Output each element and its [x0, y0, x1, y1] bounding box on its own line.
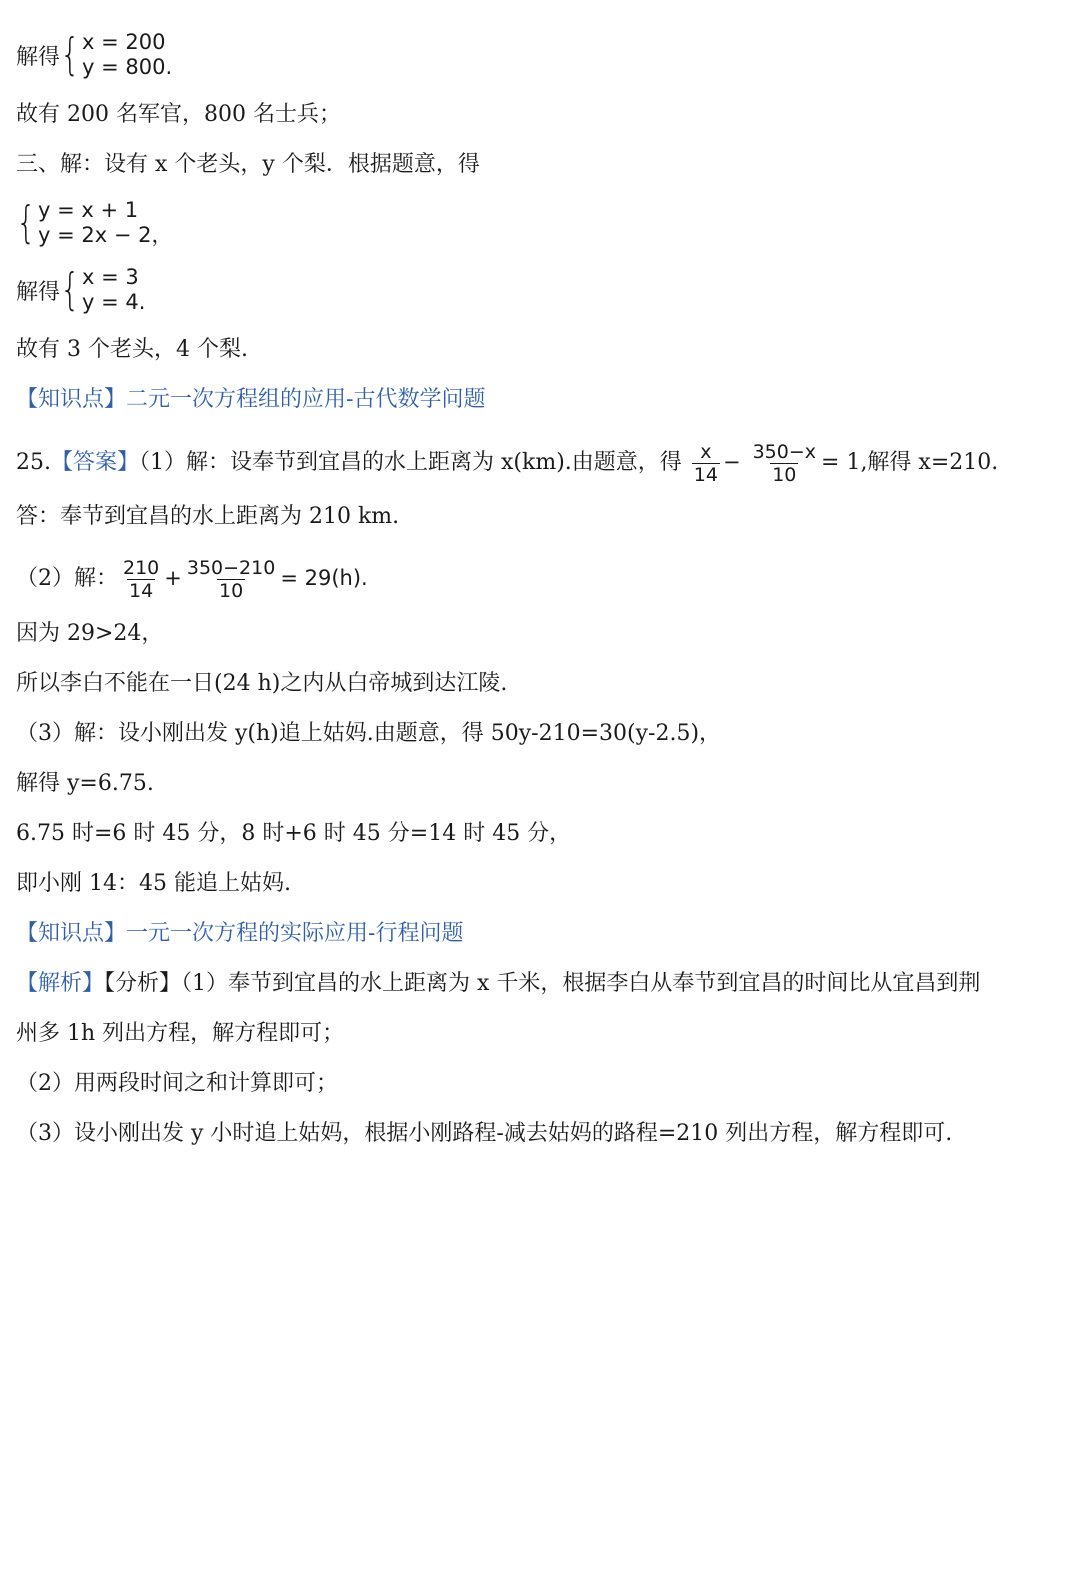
text-line: 答：奉节到宜昌的水上距离为 210 km.	[16, 504, 400, 529]
analysis-tag: 【解析】	[16, 971, 105, 996]
part-2-solution: （2）解： $\frac{210}{14}$ + $\frac{350-210}{10}$ = 29(h).	[16, 556, 368, 602]
fraction: $\frac{350-210}{10}$	[186, 556, 276, 602]
analysis-subtag: 【分析】	[104, 971, 182, 996]
text-line: 所以李白不能在一日(24 h)之内从白帝城到达江陵.	[16, 671, 508, 696]
equation: x = 200	[82, 30, 166, 54]
solution-system-3	[16, 265, 145, 315]
equation: y = 4.	[82, 290, 146, 314]
answer-result: = 1,解得 x=210.	[821, 450, 999, 475]
part-label: （2）解：	[16, 566, 118, 591]
equation: x = 3	[82, 265, 139, 289]
answer-text: （1）解：设奉节到宜昌的水上距离为 x(km).由题意，得	[139, 450, 682, 475]
analysis-line-1	[16, 969, 980, 999]
text-line: 故有 3 个老头，4 个梨.	[16, 337, 248, 362]
fraction: $\frac{210}{14}$	[123, 556, 160, 602]
solution-system-1	[16, 30, 172, 80]
text-line: 因为 29>24，	[16, 621, 164, 646]
text-line: 即小刚 14：45 能追上姑妈.	[16, 871, 291, 896]
left-brace: {	[60, 264, 80, 315]
text-line: （3）解：设小刚出发 y(h)追上姑妈.由题意，得 50y-210=30(y-2.5)，	[16, 721, 722, 746]
equation: y = 800.	[82, 55, 173, 79]
question-25-answer: 25.【答案】（1）解：设奉节到宜昌的水上距离为 x(km).由题意，得 $\frac{x}{14}$ − $\frac{350-x}{10}$ = 1,解得 x=210.	[16, 440, 999, 486]
left-brace: {	[16, 197, 36, 248]
analysis-text: （1）奉节到宜昌的水上距离为 x 千米，根据李白从奉节到宜昌的时间比从宜昌到荆	[181, 971, 981, 996]
text-line: 故有 200 名军官，800 名士兵；	[16, 102, 341, 127]
knowledge-tag: 【知识点】	[16, 387, 127, 412]
analysis-line-2: 州多 1h 列出方程，解方程即可；	[16, 1021, 345, 1046]
solve-label: 解得	[16, 44, 61, 70]
equation-system-2	[16, 198, 172, 248]
fraction: $\frac{x}{14}$	[693, 440, 718, 486]
knowledge-text: 一元一次方程的实际应用-行程问题	[126, 921, 464, 946]
equation: y = x + 1	[38, 198, 139, 222]
text-line: 三、解：设有 x 个老头，y 个梨．根据题意，得	[16, 152, 480, 177]
equation: y = 2x − 2，	[38, 223, 173, 247]
knowledge-point-2	[16, 919, 463, 949]
analysis-line-3: （2）用两段时间之和计算即可；	[16, 1071, 338, 1096]
knowledge-point-1	[16, 385, 485, 415]
fraction: $\frac{350-x}{10}$	[752, 440, 817, 486]
solve-label: 解得	[16, 279, 61, 305]
knowledge-tag: 【知识点】	[16, 921, 127, 946]
answer-tag: 【答案】	[51, 450, 140, 475]
text-line: 解得 y=6.75.	[16, 771, 154, 796]
question-number: 25.	[16, 450, 51, 475]
left-brace: {	[60, 29, 80, 80]
text-line: 6.75 时=6 时 45 分，8 时+6 时 45 分=14 时 45 分，	[16, 821, 572, 846]
knowledge-text: 二元一次方程组的应用-古代数学问题	[126, 387, 486, 412]
analysis-line-4: （3）设小刚出发 y 小时追上姑妈，根据小刚路程-减去姑妈的路程=210 列出方程，解方程即可.	[16, 1121, 953, 1146]
